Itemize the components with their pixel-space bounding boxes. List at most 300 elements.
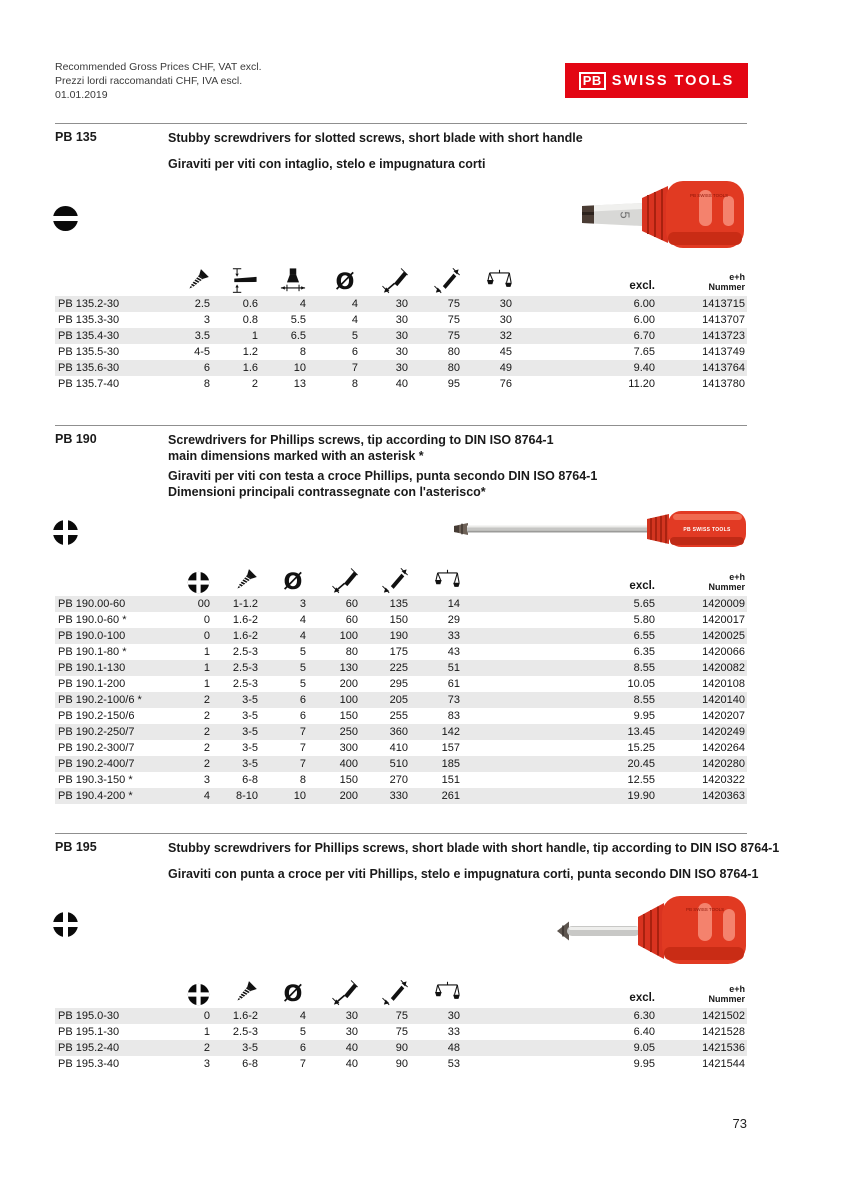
spacer-cell — [512, 660, 575, 676]
blade-length-icon — [332, 980, 358, 1006]
table-row — [55, 724, 747, 740]
phillips-screw-icon — [52, 519, 79, 546]
value-cell: 3-5 — [242, 710, 258, 722]
value-cell: 13 — [293, 378, 306, 390]
value-cell: 5 — [306, 328, 358, 344]
eh-nummer: 1421528 — [702, 1026, 745, 1038]
value-cell — [460, 772, 512, 788]
value-cell: 3-5 — [210, 724, 258, 740]
number-column-header: e+h Nummer — [708, 984, 745, 1004]
value-cell: 10 — [258, 788, 306, 804]
value-cell — [460, 1008, 512, 1024]
section-description-it: Giraviti con punta a croce per viti Phillips, stelo e impugnatura corti, punta secondo DIN ISO 8764-1 — [168, 867, 759, 881]
price-excl: 6.70 — [575, 328, 655, 344]
article-number: PB 190.2-250/7 — [55, 724, 165, 740]
table-row — [55, 692, 747, 708]
section-code: PB 190 — [55, 432, 97, 446]
value-cell: 30 — [345, 1026, 358, 1038]
value-cell: 295 — [389, 678, 408, 690]
product-table-pb190 — [55, 556, 747, 804]
value-cell: 2 — [165, 724, 210, 740]
price-excl: 10.05 — [627, 678, 655, 690]
value-cell: 100 — [306, 628, 358, 644]
screw-size-icon — [184, 268, 210, 294]
value-cell: 2 — [203, 710, 210, 722]
value-cell — [460, 1056, 512, 1072]
weight-icon — [435, 567, 460, 594]
table-row — [55, 312, 747, 328]
spacer-cell — [512, 788, 575, 804]
price-column-header: excl. — [629, 992, 655, 1004]
value-cell: 0.8 — [242, 314, 258, 326]
blade-length-icon — [382, 268, 408, 294]
article-number: PB 190.0-100 — [55, 628, 165, 644]
price-excl: 9.95 — [633, 710, 655, 722]
value-cell: 4 — [351, 314, 358, 326]
value-cell — [460, 596, 512, 612]
spacer-cell — [512, 344, 575, 360]
value-cell: 5.5 — [290, 314, 306, 326]
price-excl: 6.30 — [575, 1008, 655, 1024]
value-cell: 60 — [306, 596, 358, 612]
price-excl: 11.20 — [628, 378, 655, 390]
value-cell: 7 — [306, 360, 358, 376]
value-cell: 1 — [203, 678, 210, 690]
value-cell: 4 — [165, 788, 210, 804]
value-cell: 1 — [203, 646, 210, 658]
table-row — [55, 1040, 747, 1056]
value-cell: 4 — [258, 296, 306, 312]
price-date: 01.01.2019 — [55, 89, 108, 101]
article-number: PB 190.3-150 * — [58, 774, 133, 786]
value-cell: 200 — [339, 678, 358, 690]
value-cell: 14 — [408, 596, 460, 612]
total-length-icon — [382, 980, 408, 1006]
value-cell: 0 — [165, 1008, 210, 1024]
table-row — [55, 788, 747, 804]
eh-nummer: 1420140 — [655, 692, 747, 708]
value-cell: 6-8 — [242, 1058, 258, 1070]
spacer-cell — [512, 644, 575, 660]
eh-nummer: 1420249 — [655, 724, 747, 740]
value-cell: 30 — [395, 314, 408, 326]
diameter-icon — [280, 567, 306, 594]
eh-nummer: 1420280 — [655, 756, 747, 772]
price-excl: 20.45 — [575, 756, 655, 772]
price-excl: 6.55 — [575, 628, 655, 644]
value-cell: 40 — [395, 378, 408, 390]
value-cell: 7 — [299, 742, 306, 754]
spacer-cell — [512, 360, 575, 376]
number-column-header: e+h Nummer — [708, 272, 745, 292]
value-cell: 0 — [165, 628, 210, 644]
value-cell: 2 — [165, 756, 210, 772]
price-excl: 9.05 — [575, 1040, 655, 1056]
price-excl: 13.45 — [575, 724, 655, 740]
price-excl: 8.55 — [575, 692, 655, 708]
blade-thickness-icon — [231, 268, 258, 294]
eh-nummer: 1413780 — [702, 378, 745, 390]
eh-nummer: 1420025 — [655, 628, 747, 644]
spacer-cell — [512, 1040, 575, 1056]
value-cell: 6 — [258, 1040, 306, 1056]
price-excl: 5.65 — [575, 596, 655, 612]
table-row — [55, 756, 747, 772]
value-cell — [460, 1024, 512, 1040]
article-number: PB 135.7-40 — [58, 378, 120, 390]
value-cell: 6 — [351, 346, 358, 358]
value-cell: 30 — [306, 1008, 358, 1024]
value-cell: 5 — [299, 646, 306, 658]
value-cell — [460, 660, 512, 676]
value-cell: 135 — [358, 596, 408, 612]
value-cell: 75 — [358, 1008, 408, 1024]
value-cell: 2.5-3 — [232, 678, 258, 690]
table-header-row — [55, 256, 747, 296]
value-cell: 33 — [447, 1026, 460, 1038]
value-cell: 75 — [447, 314, 460, 326]
value-cell: 157 — [441, 742, 460, 754]
value-cell: 2 — [165, 1040, 210, 1056]
eh-nummer: 1413707 — [702, 314, 745, 326]
spacer-cell — [512, 1008, 575, 1024]
value-cell: 00 — [165, 596, 210, 612]
value-cell: 40 — [306, 1040, 358, 1056]
price-excl: 19.90 — [575, 788, 655, 804]
article-number: PB 190.1-80 * — [58, 646, 127, 658]
value-cell: 255 — [389, 710, 408, 722]
spacer-cell — [512, 1056, 575, 1072]
value-cell: 80 — [408, 360, 460, 376]
spacer-cell — [512, 328, 575, 344]
price-excl: 8.55 — [575, 660, 655, 676]
value-cell: 1 — [210, 328, 258, 344]
table-row — [55, 772, 747, 788]
price-note-en: Recommended Gross Prices CHF, VAT excl. — [55, 61, 262, 73]
spacer-cell — [512, 1024, 575, 1040]
value-cell: 2.5-3 — [232, 1026, 258, 1038]
value-cell: 6 — [165, 360, 210, 376]
section-description-en: Stubby screwdrivers for Phillips screws, short blade with short handle, tip according to DIN ISO 8764-1 — [168, 841, 780, 855]
value-cell: 225 — [358, 660, 408, 676]
value-cell: 4 — [258, 1008, 306, 1024]
value-cell: 3-5 — [210, 756, 258, 772]
price-excl: 5.80 — [633, 614, 655, 626]
price-note — [55, 60, 262, 102]
eh-nummer: 1413723 — [655, 328, 747, 344]
table-row — [55, 644, 747, 660]
value-cell: 1.6-2 — [232, 614, 258, 626]
table-row — [55, 708, 747, 724]
table-row — [55, 1008, 747, 1024]
product-table-pb195 — [55, 968, 747, 1072]
table-row — [55, 344, 747, 360]
value-cell: 73 — [408, 692, 460, 708]
section-divider — [55, 123, 747, 124]
value-cell: 6-8 — [242, 774, 258, 786]
section-divider — [55, 833, 747, 834]
value-cell: 3 — [258, 596, 306, 612]
product-image-pb135 — [572, 176, 748, 253]
value-cell: 4 — [299, 614, 306, 626]
slotted-screw-icon — [52, 205, 79, 232]
value-cell: 3-5 — [210, 692, 258, 708]
article-number: PB 190.00-60 — [55, 596, 165, 612]
value-cell: 2.5-3 — [232, 646, 258, 658]
value-cell: 100 — [306, 692, 358, 708]
value-cell: 1 — [165, 660, 210, 676]
logo-wordmark: SWISS TOOLS — [611, 72, 735, 89]
value-cell: 3.5 — [165, 328, 210, 344]
price-excl: 6.35 — [633, 646, 655, 658]
section-description-en: Screwdrivers for Phillips screws, tip according to DIN ISO 8764-1 — [168, 433, 554, 447]
value-cell: 261 — [408, 788, 460, 804]
article-number: PB 190.2-150/6 — [58, 710, 135, 722]
value-cell: 30 — [358, 328, 408, 344]
value-cell — [460, 676, 512, 692]
value-cell: 10 — [258, 360, 306, 376]
product-image-pb190 — [450, 502, 748, 555]
total-length-icon — [434, 268, 460, 294]
section-code: PB 135 — [55, 130, 97, 144]
spacer-cell — [512, 376, 575, 392]
eh-nummer: 1420009 — [655, 596, 747, 612]
table-row — [55, 376, 747, 392]
value-cell: 200 — [306, 788, 358, 804]
spacer-cell — [512, 596, 575, 612]
eh-nummer: 1420108 — [702, 678, 745, 690]
value-cell: 8 — [299, 346, 306, 358]
value-cell: 270 — [389, 774, 408, 786]
value-cell: 61 — [447, 678, 460, 690]
spacer-cell — [512, 740, 575, 756]
value-cell: 45 — [499, 346, 512, 358]
value-cell: 0 — [203, 614, 210, 626]
section-code: PB 195 — [55, 840, 97, 854]
eh-nummer: 1420017 — [702, 614, 745, 626]
spacer-cell — [512, 724, 575, 740]
value-cell: 1.6 — [210, 360, 258, 376]
value-cell: 1-1.2 — [210, 596, 258, 612]
value-cell: 8 — [299, 774, 306, 786]
value-cell: 53 — [447, 1058, 460, 1070]
article-number: PB 135.4-30 — [55, 328, 165, 344]
spacer-cell — [512, 772, 575, 788]
value-cell: 83 — [447, 710, 460, 722]
value-cell: 8 — [203, 378, 210, 390]
value-cell: 43 — [447, 646, 460, 658]
phillips-screw-icon — [52, 911, 79, 938]
table-header-row — [55, 968, 747, 1008]
diameter-icon — [280, 979, 306, 1006]
price-column-header: excl. — [629, 280, 655, 292]
value-cell: 60 — [345, 614, 358, 626]
value-cell — [460, 740, 512, 756]
value-cell: 4-5 — [194, 346, 210, 358]
eh-nummer: 1413764 — [655, 360, 747, 376]
value-cell: 30 — [358, 360, 408, 376]
spacer-cell — [512, 676, 575, 692]
phillips-size-icon — [187, 571, 210, 594]
eh-nummer: 1413749 — [702, 346, 745, 358]
value-cell: 185 — [408, 756, 460, 772]
value-cell: 30 — [460, 296, 512, 312]
value-cell: 2 — [203, 742, 210, 754]
value-cell: 95 — [447, 378, 460, 390]
eh-nummer: 1420363 — [655, 788, 747, 804]
value-cell — [460, 724, 512, 740]
value-cell: 2.5 — [165, 296, 210, 312]
value-cell: 150 — [339, 774, 358, 786]
price-excl: 6.40 — [633, 1026, 655, 1038]
value-cell: 142 — [408, 724, 460, 740]
value-cell: 360 — [358, 724, 408, 740]
value-cell: 6.5 — [258, 328, 306, 344]
svg-text:PB SWISS TOOLS: PB SWISS TOOLS — [690, 193, 729, 198]
table-header-row — [55, 556, 747, 596]
article-number: PB 135.5-30 — [58, 346, 120, 358]
article-number: PB 190.2-300/7 — [58, 742, 135, 754]
value-cell: 49 — [460, 360, 512, 376]
value-cell: 400 — [306, 756, 358, 772]
eh-nummer: 1420322 — [702, 774, 745, 786]
value-cell: 76 — [499, 378, 512, 390]
value-cell: 7 — [258, 724, 306, 740]
value-cell: 4 — [258, 628, 306, 644]
spacer-cell — [512, 756, 575, 772]
table-row — [55, 360, 747, 376]
section-description-it: Giraviti per viti con testa a croce Phillips, punta secondo DIN ISO 8764-1 — [168, 469, 598, 483]
value-cell: 32 — [460, 328, 512, 344]
value-cell — [460, 644, 512, 660]
pb-swiss-tools-logo — [565, 63, 748, 98]
article-number: PB 135.6-30 — [55, 360, 165, 376]
article-number: PB 135.2-30 — [55, 296, 165, 312]
value-cell — [460, 756, 512, 772]
value-cell: 48 — [408, 1040, 460, 1056]
article-number: PB 190.0-60 * — [58, 614, 127, 626]
article-number: PB 195.2-40 — [55, 1040, 165, 1056]
value-cell — [460, 1040, 512, 1056]
value-cell: 410 — [389, 742, 408, 754]
value-cell: 150 — [389, 614, 408, 626]
value-cell: 75 — [395, 1026, 408, 1038]
value-cell: 51 — [408, 660, 460, 676]
spacer-cell — [512, 708, 575, 724]
price-excl: 6.00 — [575, 296, 655, 312]
table-row — [55, 740, 747, 756]
article-number: PB 135.3-30 — [58, 314, 120, 326]
value-cell: 30 — [408, 1008, 460, 1024]
value-cell: 150 — [339, 710, 358, 722]
value-cell: 80 — [447, 346, 460, 358]
eh-nummer: 1420207 — [702, 710, 745, 722]
value-cell: 80 — [345, 646, 358, 658]
value-cell — [460, 628, 512, 644]
value-cell: 1.2 — [242, 346, 258, 358]
value-cell: 90 — [395, 1058, 408, 1070]
value-cell — [460, 692, 512, 708]
product-image-pb195 — [552, 889, 748, 968]
value-cell: 3 — [203, 774, 210, 786]
value-cell: 6 — [258, 692, 306, 708]
eh-nummer: 1421536 — [655, 1040, 747, 1056]
spacer-cell — [512, 312, 575, 328]
spacer-cell — [512, 692, 575, 708]
eh-nummer: 1421544 — [702, 1058, 745, 1070]
weight-icon — [487, 267, 512, 294]
value-cell: 5 — [258, 660, 306, 676]
phillips-size-icon — [187, 983, 210, 1006]
table-row — [55, 660, 747, 676]
blade-width-icon — [280, 267, 306, 294]
value-cell: 250 — [306, 724, 358, 740]
value-cell: 151 — [441, 774, 460, 786]
price-column-header: excl. — [629, 580, 655, 592]
article-number: PB 190.1-130 — [55, 660, 165, 676]
screw-size-icon — [232, 980, 258, 1006]
price-excl: 9.95 — [633, 1058, 655, 1070]
value-cell: 29 — [447, 614, 460, 626]
table-row — [55, 1024, 747, 1040]
value-cell: 190 — [358, 628, 408, 644]
value-cell: 300 — [339, 742, 358, 754]
table-row — [55, 612, 747, 628]
table-row — [55, 676, 747, 692]
screw-size-icon — [232, 568, 258, 594]
value-cell: 75 — [408, 296, 460, 312]
spacer-cell — [512, 612, 575, 628]
value-cell: 30 — [499, 314, 512, 326]
logo-pb-mark: PB — [579, 72, 606, 90]
value-cell: 30 — [395, 346, 408, 358]
value-cell: 1 — [203, 1026, 210, 1038]
value-cell: 130 — [306, 660, 358, 676]
value-cell: 510 — [358, 756, 408, 772]
value-cell: 175 — [389, 646, 408, 658]
value-cell: 7 — [299, 1058, 306, 1070]
value-cell: 4 — [306, 296, 358, 312]
value-cell: 2 — [165, 692, 210, 708]
value-cell: 90 — [358, 1040, 408, 1056]
value-cell: 8 — [351, 378, 358, 390]
eh-nummer: 1420082 — [655, 660, 747, 676]
section-description-it: Giraviti per viti con intaglio, stelo e impugnatura corti — [168, 157, 486, 171]
article-number: PB 190.4-200 * — [55, 788, 165, 804]
price-excl: 12.55 — [627, 774, 655, 786]
article-number: PB 195.3-40 — [58, 1058, 120, 1070]
value-cell: 6 — [299, 710, 306, 722]
eh-nummer: 1421502 — [655, 1008, 747, 1024]
svg-text:PB SWISS TOOLS: PB SWISS TOOLS — [686, 907, 725, 912]
table-row — [55, 1056, 747, 1072]
value-cell: 30 — [358, 296, 408, 312]
svg-text:PB SWISS TOOLS: PB SWISS TOOLS — [683, 527, 731, 533]
value-cell: 5 — [299, 1026, 306, 1038]
page-number: 73 — [732, 1116, 747, 1131]
table-row — [55, 328, 747, 344]
article-number: PB 190.2-100/6 * — [55, 692, 165, 708]
article-number: PB 190.1-200 — [58, 678, 126, 690]
value-cell: 3-5 — [210, 1040, 258, 1056]
value-cell: 2.5-3 — [210, 660, 258, 676]
article-number: PB 195.0-30 — [55, 1008, 165, 1024]
spacer-cell — [512, 628, 575, 644]
value-cell — [460, 612, 512, 628]
price-note-it: Prezzi lordi raccomandati CHF, IVA escl. — [55, 75, 243, 87]
table-row — [55, 296, 747, 312]
article-number: PB 190.2-400/7 — [55, 756, 165, 772]
